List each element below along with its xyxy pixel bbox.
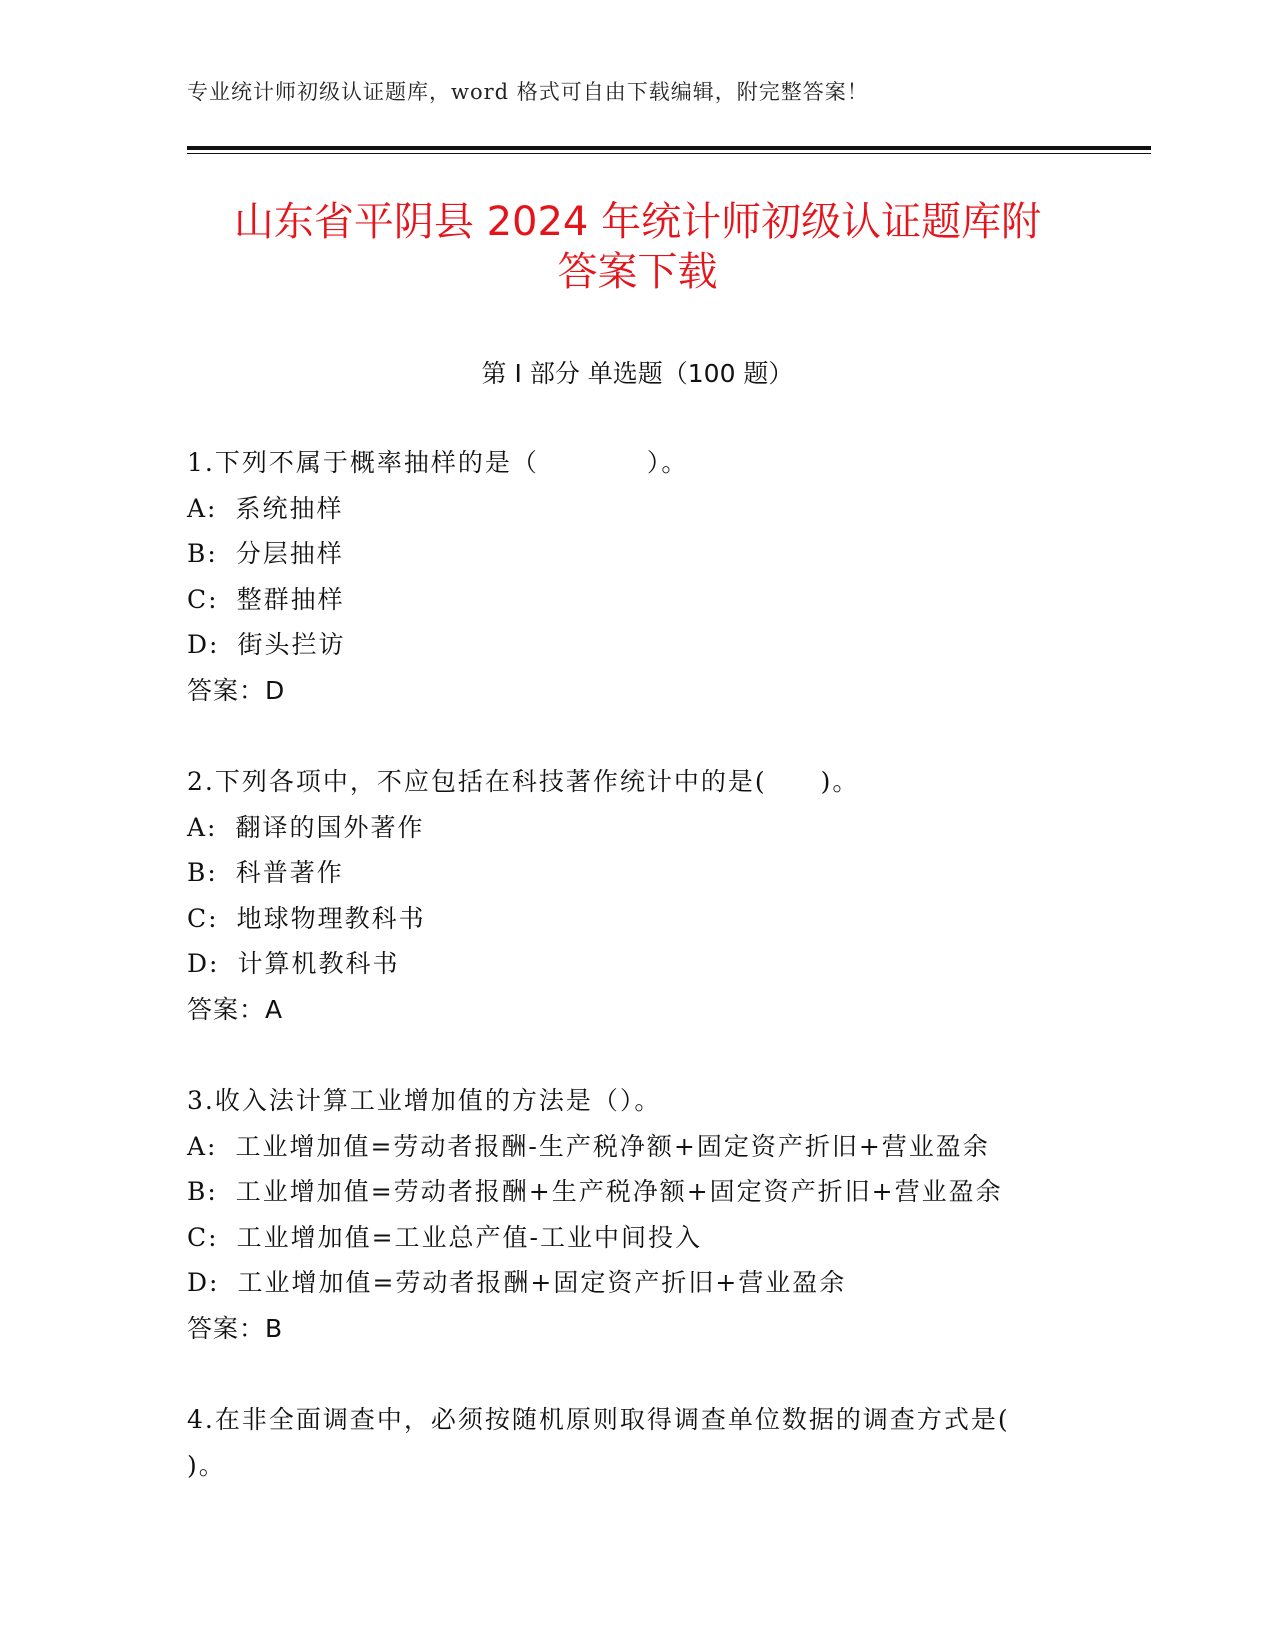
option-c xyxy=(187,577,1087,623)
option-letter: A: xyxy=(187,493,218,523)
option-b xyxy=(187,1169,1087,1215)
question-2 xyxy=(187,759,1087,1032)
option-a xyxy=(187,486,1087,532)
option-letter: B: xyxy=(187,858,218,887)
answer-label: 答案：B xyxy=(187,1313,284,1343)
option-letter: A: xyxy=(187,1131,218,1161)
option-letter: C: xyxy=(187,1222,219,1252)
option-d xyxy=(187,941,1087,987)
question-4 xyxy=(187,1397,1087,1488)
header-rule-thick xyxy=(187,146,1151,150)
option-text: 系统抽样 xyxy=(235,493,344,523)
option-letter: B: xyxy=(187,539,218,568)
option-c xyxy=(187,896,1087,942)
option-c xyxy=(187,1215,1087,1261)
option-text: 工业增加值=工业总产值-工业中间投入 xyxy=(236,1222,702,1252)
option-a xyxy=(187,805,1087,851)
option-b xyxy=(187,850,1087,896)
option-a xyxy=(187,1124,1087,1170)
option-letter: D: xyxy=(187,630,220,659)
option-letter: C: xyxy=(187,584,219,614)
option-letter: D: xyxy=(187,1268,220,1297)
question-list xyxy=(187,440,1087,1534)
option-text: 工业增加值=劳动者报酬+固定资产折旧+营业盈余 xyxy=(237,1268,847,1297)
question-stem-line-2: )。 xyxy=(187,1450,226,1480)
question-stem: 3.收入法计算工业增加值的方法是（）。 xyxy=(187,1086,662,1115)
section-title: 第 I 部分 单选题（100 题） xyxy=(481,359,794,388)
question-stem-line-1: 4.在非全面调查中，必须按随机原则取得调查单位数据的调查方式是( xyxy=(187,1405,1010,1434)
question-stem: 1.下列不属于概率抽样的是（ ）。 xyxy=(187,448,689,477)
title-line-2: 答案下载 xyxy=(557,249,718,295)
option-letter: D: xyxy=(187,949,220,978)
option-text: 地球物理教科书 xyxy=(236,903,426,933)
option-text: 工业增加值=劳动者报酬-生产税净额+固定资产折旧+营业盈余 xyxy=(235,1131,990,1161)
option-b xyxy=(187,531,1087,577)
header-note: 专业统计师初级认证题库，word 格式可自由下载编辑，附完整答案！ xyxy=(187,80,869,104)
option-text: 计算机教科书 xyxy=(237,949,400,978)
title-line-1: 山东省平阴县 2024 年统计师初级认证题库附 xyxy=(233,199,1042,245)
option-text: 科普著作 xyxy=(235,858,344,887)
option-d xyxy=(187,1260,1087,1306)
option-text: 整群抽样 xyxy=(236,584,345,614)
question-stem: 2.下列各项中，不应包括在科技著作统计中的是( )。 xyxy=(187,767,860,796)
answer-label: 答案：A xyxy=(187,994,284,1024)
header-rule-thin xyxy=(187,153,1151,154)
option-letter: C: xyxy=(187,903,219,933)
option-letter: A: xyxy=(187,812,218,842)
option-d xyxy=(187,622,1087,668)
option-text: 工业增加值=劳动者报酬+生产税净额+固定资产折旧+营业盈余 xyxy=(235,1177,1003,1206)
answer-label: 答案：D xyxy=(187,675,286,705)
question-1 xyxy=(187,440,1087,713)
option-letter: B: xyxy=(187,1177,218,1206)
option-text: 翻译的国外著作 xyxy=(235,812,425,842)
option-text: 街头拦访 xyxy=(237,630,346,659)
question-3 xyxy=(187,1078,1087,1351)
document-title xyxy=(150,197,1125,297)
option-text: 分层抽样 xyxy=(235,539,344,568)
